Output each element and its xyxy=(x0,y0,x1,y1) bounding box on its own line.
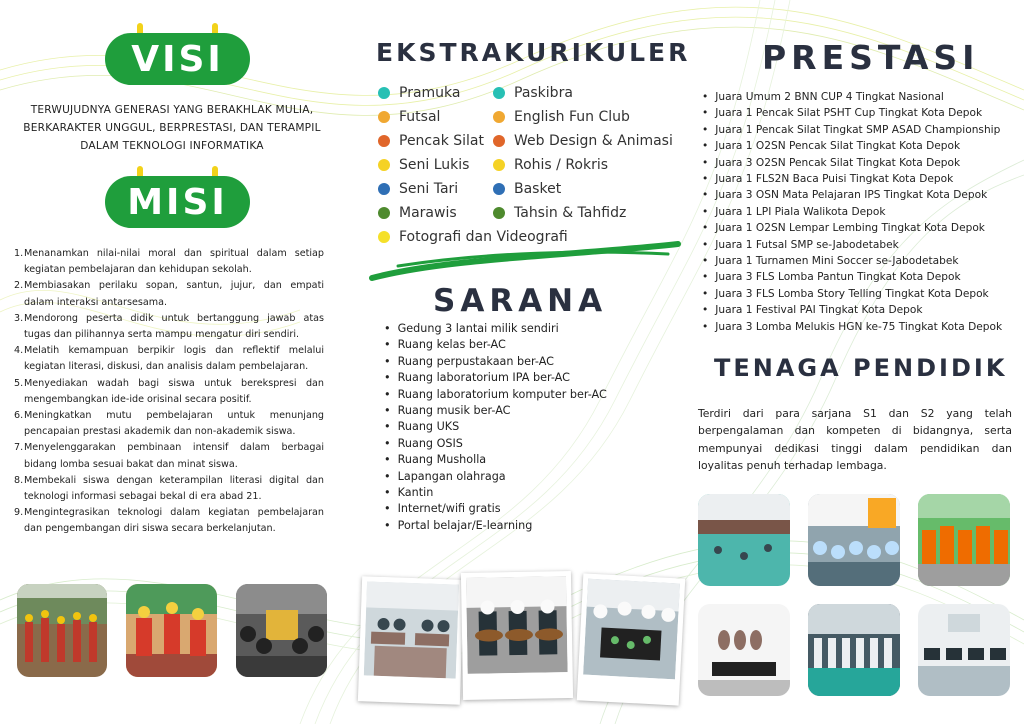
list-item: • Juara 3 FLS Lomba Story Telling Tingkat Kota Depok xyxy=(702,286,1002,302)
photo-ceremony xyxy=(808,604,900,696)
prestasi-list xyxy=(702,89,1002,335)
list-item: Seni Lukis xyxy=(378,157,469,173)
list-item: • Juara 1 FLS2N Baca Puisi Tingkat Kota Depok xyxy=(702,171,1002,187)
list-item: • Juara 1 Futsal SMP se-Jabodetabek xyxy=(702,237,1002,253)
photo-music-room xyxy=(698,604,790,696)
tenaga-pendidik-text: Terdiri dari para sarjana S1 dan S2 yang telah berpengalaman dan kompeten di bidangnya, serta mempunyai dedikasi tinggi dalam pendidikan dan loyalitas penuh terhadap lembaga. xyxy=(698,407,1012,473)
list-item: • Lapangan olahraga xyxy=(384,469,607,485)
list-item: Futsal xyxy=(378,109,440,125)
list-item: • Juara 3 OSN Mata Pelajaran IPS Tingkat Kota Depok xyxy=(702,187,1002,203)
polaroid-photo-classroom xyxy=(358,576,464,704)
bullet-dot-icon xyxy=(378,159,390,171)
list-item: Seni Tari xyxy=(378,181,458,197)
list-item: • Juara 1 Turnamen Mini Soccer se-Jabodetabek xyxy=(702,253,1002,269)
bullet-dot-icon xyxy=(378,207,390,219)
bullet-dot-icon xyxy=(493,159,505,171)
list-item: • Juara 3 O2SN Pencak Silat Tingkat Kota Depok xyxy=(702,155,1002,171)
bullet-dot-icon xyxy=(493,135,505,147)
list-item: • Portal belajar/E-learning xyxy=(384,518,607,534)
swoosh-decoration xyxy=(368,238,686,286)
photo-computer-lab xyxy=(918,604,1010,696)
list-item: 3. Mendorong peserta didik untuk bertanggung jawab atas tugas dan pilihannya serta mampu mengatur diri sendiri. xyxy=(14,312,324,341)
list-item: Basket xyxy=(493,181,561,197)
list-item: • Juara 1 O2SN Pencak Silat Tingkat Kota Depok xyxy=(702,138,1002,154)
visi-badge xyxy=(105,33,250,85)
polaroid-photo-art xyxy=(577,573,686,705)
list-item: • Ruang musik ber-AC xyxy=(384,403,607,419)
prestasi-title: PRESTASI xyxy=(762,38,980,77)
polaroid-photo-music xyxy=(461,571,573,700)
list-item: • Ruang kelas ber-AC xyxy=(384,337,607,353)
list-item: Paskibra xyxy=(493,85,573,101)
list-item: • Juara 1 O2SN Lempar Lembing Tingkat Kota Depok xyxy=(702,220,1002,236)
list-item: • Juara 3 FLS Lomba Pantun Tingkat Kota Depok xyxy=(702,269,1002,285)
bullet-dot-icon xyxy=(378,111,390,123)
list-item: • Juara 1 Pencak Silat Tingkat SMP ASAD Championship xyxy=(702,122,1002,138)
ekstrakurikuler-title: EKSTRAKURIKULER xyxy=(376,38,691,67)
list-item: • Ruang laboratorium komputer ber-AC xyxy=(384,387,607,403)
list-item: 8. Membekali siswa dengan keterampilan literasi digital dan teknologi informasi sebagai bekal di era abad 21. xyxy=(14,474,324,503)
list-item: 1. Menanamkan nilai-nilai moral dan spiritual dalam setiap kegiatan pembelajaran dan kehidupan sekolah. xyxy=(14,248,324,276)
photo-orange-group xyxy=(918,494,1010,586)
tenaga-pendidik-title: TENAGA PENDIDIK xyxy=(714,354,1008,382)
bullet-dot-icon xyxy=(493,183,505,195)
list-item: • Ruang OSIS xyxy=(384,436,607,452)
bullet-dot-icon xyxy=(378,183,390,195)
list-item: • Ruang Musholla xyxy=(384,452,607,468)
sarana-title: SARANA xyxy=(433,283,608,319)
photo-group xyxy=(236,584,327,677)
misi-list xyxy=(14,246,324,538)
list-item: • Juara 3 Lomba Melukis HGN ke-75 Tingkat Kota Depok xyxy=(702,319,1002,335)
list-item: Rohis / Rokris xyxy=(493,157,608,173)
list-item: Pencak Silat xyxy=(378,133,484,149)
bullet-dot-icon xyxy=(378,87,390,99)
list-item: • Juara 1 LPI Piala Walikota Depok xyxy=(702,204,1002,220)
list-item: • Ruang laboratorium IPA ber-AC xyxy=(384,370,607,386)
visi-misi-panel xyxy=(0,0,340,724)
list-item: Fotografi dan Videografi xyxy=(378,229,568,245)
list-item: English Fun Club xyxy=(493,109,630,125)
photo-stage-event xyxy=(808,494,900,586)
list-item: • Gedung 3 lantai milik sendiri xyxy=(384,321,607,337)
misi-title: MISI xyxy=(105,176,250,228)
bullet-dot-icon xyxy=(378,135,390,147)
list-item: • Internet/wifi gratis xyxy=(384,501,607,517)
list-item: Tahsin & Tahfidz xyxy=(493,205,626,221)
prestasi-tenaga-panel xyxy=(690,0,1024,724)
bullet-dot-icon xyxy=(493,87,505,99)
misi-badge xyxy=(105,176,250,228)
list-item: • Kantin xyxy=(384,485,607,501)
visi-title: VISI xyxy=(105,33,250,85)
list-item: 6. Meningkatkan mutu pembelajaran untuk menunjang pencapaian prestasi akademik dan non-akademik siswa. xyxy=(14,410,324,438)
list-item: 5. Menyediakan wadah bagi siswa untuk berekspresi dan mengembangkan ide-ide orisinal secara positif. xyxy=(14,377,324,405)
ekskul-sarana-panel xyxy=(340,0,690,724)
photo-parade xyxy=(17,584,107,677)
bullet-dot-icon xyxy=(493,111,505,123)
list-item: • Juara 1 Pencak Silat PSHT Cup Tingkat Kota Depok xyxy=(702,105,1002,121)
list-item: • Juara Umum 2 BNN CUP 4 Tingkat Nasional xyxy=(702,89,1002,105)
list-item: • Ruang perpustakaan ber-AC xyxy=(384,354,607,370)
list-item: 4. Melatih kemampuan berpikir logis dan reflektif melalui kegiatan literasi, diskusi, dan analisis dalam pembelajaran. xyxy=(14,345,324,373)
visi-text: TERWUJUDNYA GENERASI YANG BERAKHLAK MULIA, BERKARAKTER UNGGUL, BERPRESTASI, DAN TERAMPIL DALAM TEKNOLOGI INFORMATIKA xyxy=(23,104,321,152)
list-item: 2. Membiasakan perilaku sopan, santun, jujur, dan empati dalam interaksi antarsesama. xyxy=(14,280,324,308)
list-item: 7. Menyelenggarakan pembinaan intensif dalam berbagai bidang lomba sesuai bakat dan minat siswa. xyxy=(14,442,324,470)
photo-dance xyxy=(126,584,217,677)
list-item: • Juara 1 Festival PAI Tingkat Kota Depok xyxy=(702,302,1002,318)
photo-field-sport xyxy=(698,494,790,586)
list-item: Pramuka xyxy=(378,85,460,101)
list-item: 9. Mengintegrasikan teknologi dalam kegiatan pembelajaran dan pengembangan diri siswa secara berkelanjutan. xyxy=(14,507,324,535)
list-item: Web Design & Animasi xyxy=(493,133,673,149)
bullet-dot-icon xyxy=(493,207,505,219)
sarana-list xyxy=(384,321,607,534)
list-item: Marawis xyxy=(378,205,457,221)
list-item: • Ruang UKS xyxy=(384,419,607,435)
